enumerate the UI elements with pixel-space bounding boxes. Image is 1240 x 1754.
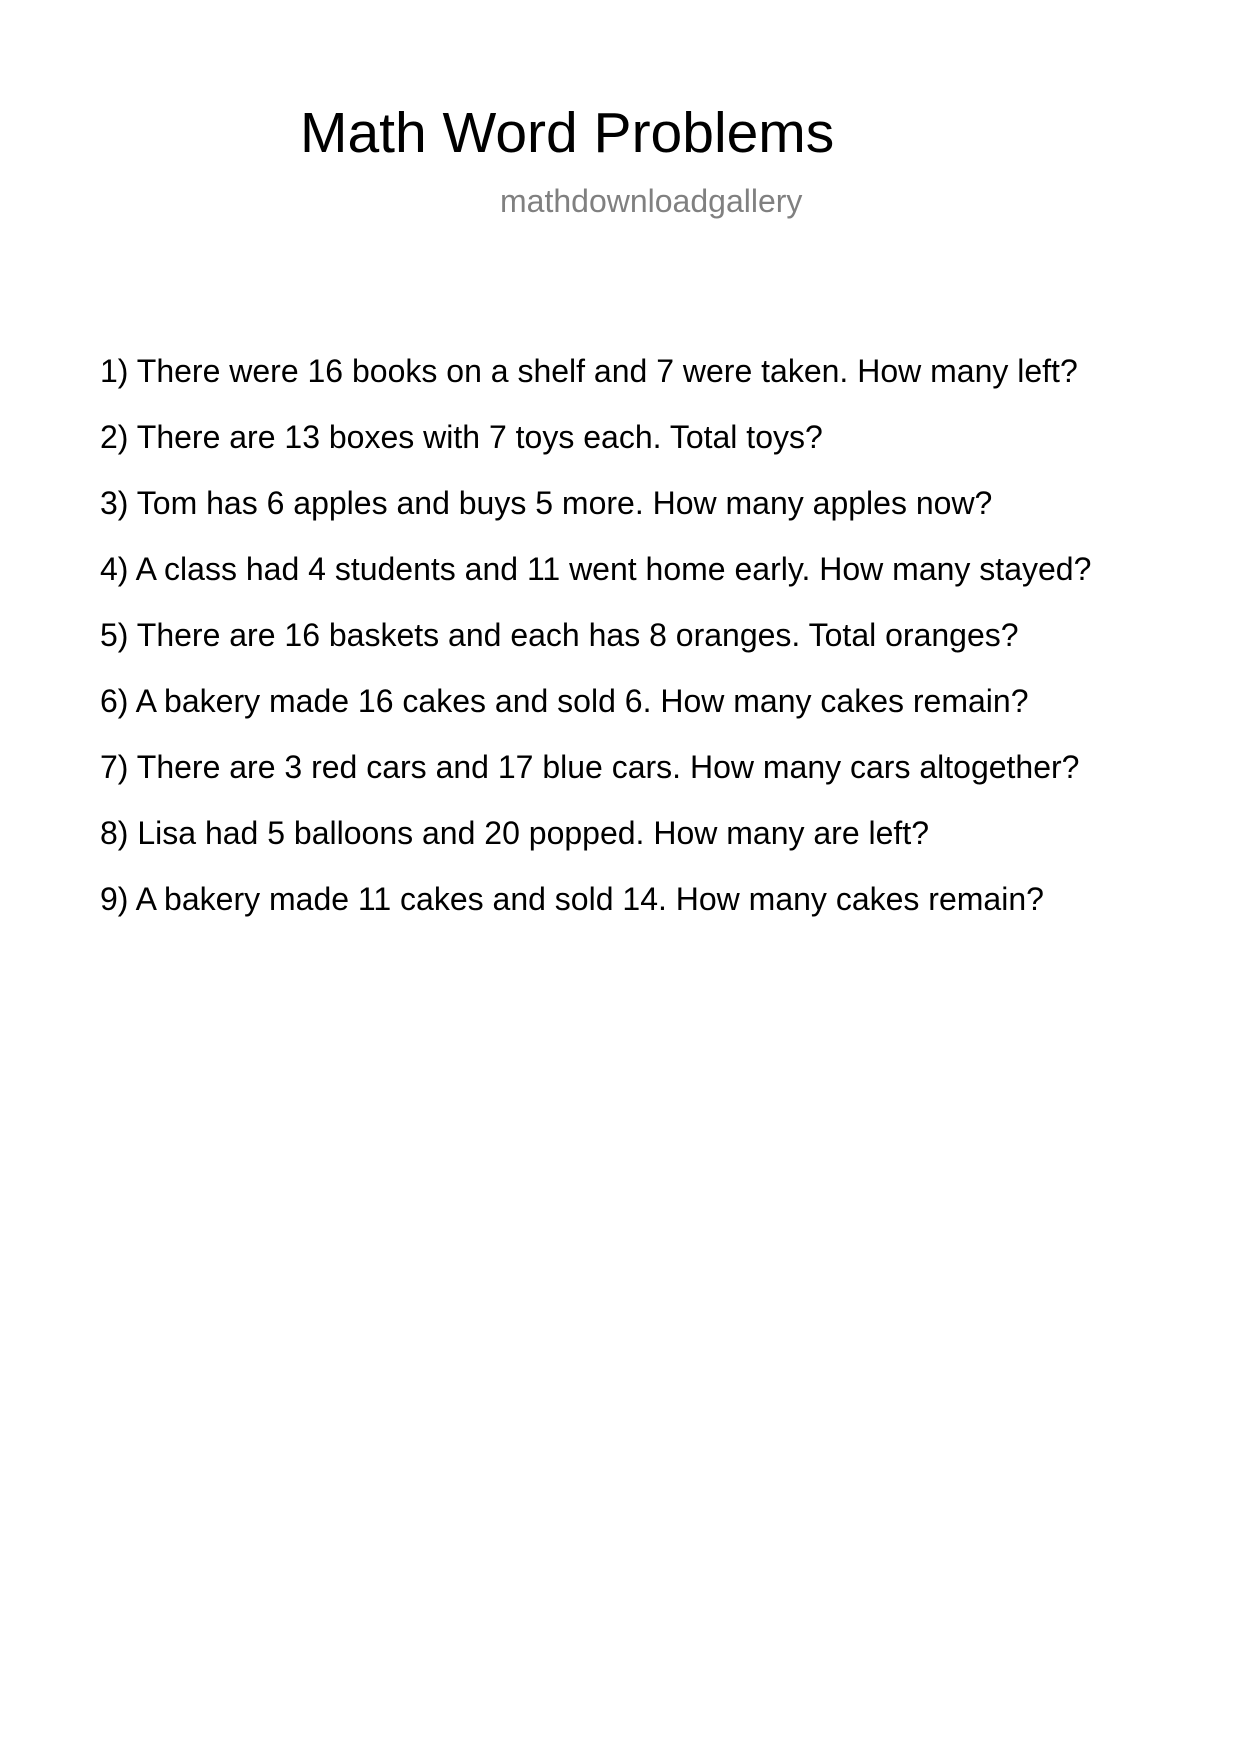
problem-item-8: 8) Lisa had 5 balloons and 20 popped. How many are left? xyxy=(100,815,929,851)
page-subtitle: mathdownloadgallery xyxy=(500,183,803,219)
problem-item-4: 4) A class had 4 students and 11 went home early. How many stayed? xyxy=(100,551,1092,587)
problem-item-6: 6) A bakery made 16 cakes and sold 6. How many cakes remain? xyxy=(100,683,1029,719)
problem-item-3: 3) Tom has 6 apples and buys 5 more. How many apples now? xyxy=(100,485,993,521)
problem-item-9: 9) A bakery made 11 cakes and sold 14. How many cakes remain? xyxy=(100,881,1044,917)
problem-item-5: 5) There are 16 baskets and each has 8 oranges. Total oranges? xyxy=(100,617,1019,653)
problem-item-7: 7) There are 3 red cars and 17 blue cars. How many cars altogether? xyxy=(100,749,1080,785)
problem-list xyxy=(100,350,1140,944)
page-title: Math Word Problems xyxy=(300,101,835,165)
problem-item-1: 1) There were 16 books on a shelf and 7 were taken. How many left? xyxy=(100,353,1078,389)
problem-item-2: 2) There are 13 boxes with 7 toys each. Total toys? xyxy=(100,419,823,455)
